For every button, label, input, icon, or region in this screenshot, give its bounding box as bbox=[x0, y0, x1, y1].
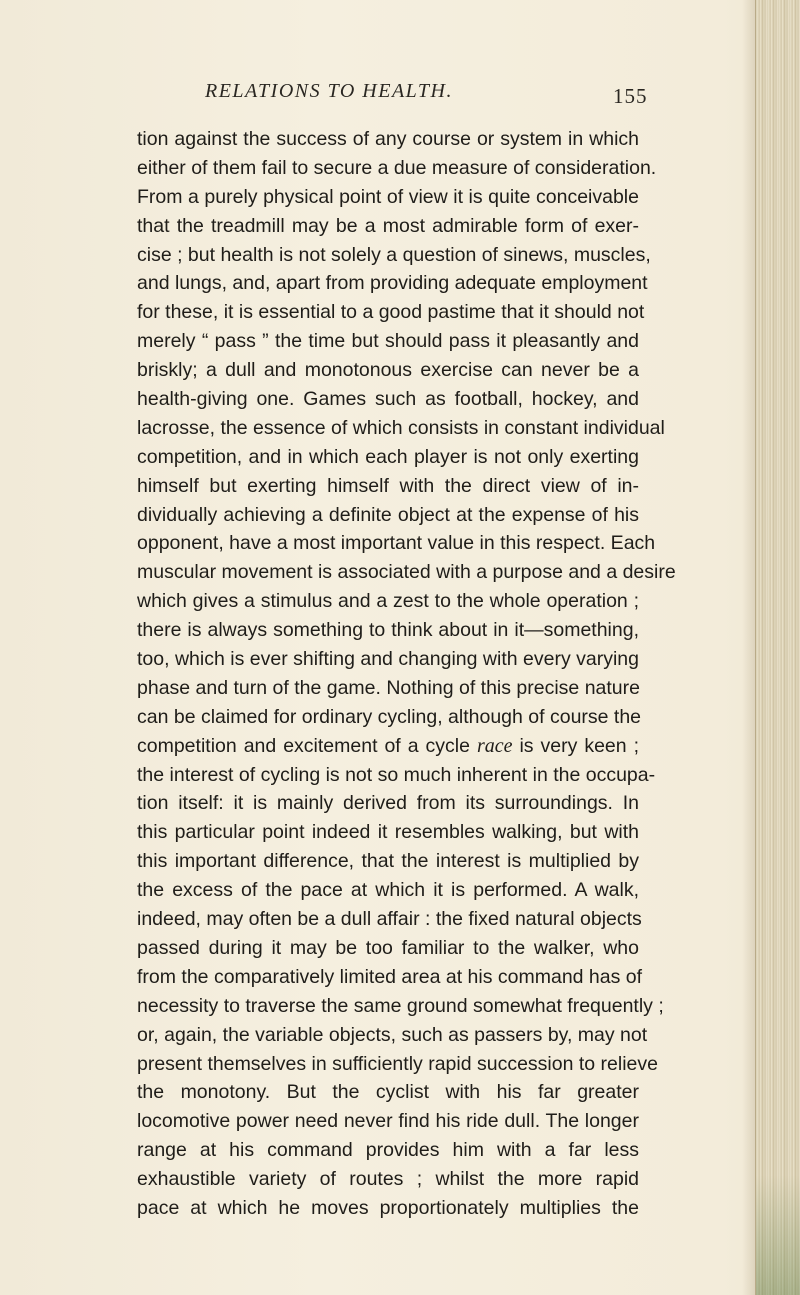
text-line: From a purely physical point of view it is quite conceivable bbox=[137, 185, 639, 208]
text-segment: competition and excitement of a cycle bbox=[137, 734, 470, 757]
text-line: muscular movement is associated with a purpose and a desire bbox=[137, 561, 676, 584]
text-line: present themselves in sufficiently rapid succession to relieve bbox=[137, 1052, 658, 1075]
text-line: phase and turn of the game. Nothing of this precise nature bbox=[137, 676, 640, 699]
text-line: too, which is ever shifting and changing with every varying bbox=[137, 648, 639, 671]
text-line: the interest of cycling is not so much inherent in the occupa- bbox=[137, 763, 656, 786]
text-line: lacrosse, the essence of which consists in constant individual bbox=[137, 416, 665, 439]
page-gutter-shadow bbox=[742, 0, 756, 1295]
text-line: himself but exerting himself with the direct view of in- bbox=[137, 474, 639, 497]
text-line: pace at which he moves proportionately multiplies the bbox=[137, 1196, 639, 1219]
emphasized-word: race bbox=[476, 734, 513, 757]
text-line: the excess of the pace at which it is performed. A walk, bbox=[137, 879, 639, 902]
text-line: competition, and in which each player is not only exerting bbox=[137, 445, 639, 468]
book-page-edges bbox=[755, 0, 800, 1295]
text-line: range at his command provides him with a far less bbox=[137, 1139, 639, 1162]
text-line: which gives a stimulus and a zest to the whole operation ; bbox=[137, 590, 639, 613]
text-line: either of them fail to secure a due measure of consideration. bbox=[137, 156, 657, 179]
text-line: and lungs, and, apart from providing adequate employment bbox=[137, 272, 648, 295]
text-segment: is very keen ; bbox=[519, 734, 640, 757]
text-line: tion against the success of any course or system in which bbox=[137, 128, 639, 150]
text-line: or, again, the variable objects, such as passers by, may not bbox=[137, 1023, 648, 1046]
text-line: there is always something to think about in it—something, bbox=[137, 619, 639, 642]
text-line: this particular point indeed it resembles walking, but with bbox=[137, 821, 639, 844]
text-line: locomotive power need never find his ride dull. The longer bbox=[137, 1110, 639, 1133]
text-line: opponent, have a most important value in this respect. Each bbox=[137, 532, 656, 555]
text-line: exhaustible variety of routes ; whilst the more rapid bbox=[137, 1168, 639, 1191]
text-line: from the comparatively limited area at his command has of bbox=[137, 965, 643, 988]
text-line: cise ; but health is not solely a question of sinews, muscles, bbox=[137, 243, 651, 266]
text-line: merely “ pass ” the time but should pass it pleasantly and bbox=[137, 330, 639, 353]
text-line: passed during it may be too familiar to the walker, who bbox=[137, 936, 639, 959]
text-line: for these, it is essential to a good pastime that it should not bbox=[137, 301, 645, 324]
page-number: 155 bbox=[613, 84, 648, 108]
text-line: dividually achieving a definite object at the expense of his bbox=[137, 503, 639, 526]
text-line-with-emphasis bbox=[137, 732, 639, 761]
text-line: health-giving one. Games such as football, hockey, and bbox=[137, 388, 639, 411]
text-line: briskly; a dull and monotonous exercise can never be a bbox=[137, 359, 639, 382]
text-line: tion itself: it is mainly derived from its surroundings. In bbox=[137, 792, 639, 815]
book-edge-tint bbox=[756, 1175, 800, 1295]
text-line: can be claimed for ordinary cycling, although of course the bbox=[137, 705, 642, 728]
text-line: necessity to traverse the same ground somewhat frequently ; bbox=[137, 994, 664, 1017]
running-head: RELATIONS TO HEALTH. bbox=[205, 80, 453, 102]
text-line: indeed, may often be a dull affair : the fixed natural objects bbox=[137, 908, 642, 931]
body-text bbox=[137, 125, 676, 1223]
text-line: that the treadmill may be a most admirable form of exer- bbox=[137, 214, 639, 237]
text-line: the monotony. But the cyclist with his far greater bbox=[137, 1081, 639, 1104]
text-line: this important difference, that the interest is multiplied by bbox=[137, 850, 639, 873]
